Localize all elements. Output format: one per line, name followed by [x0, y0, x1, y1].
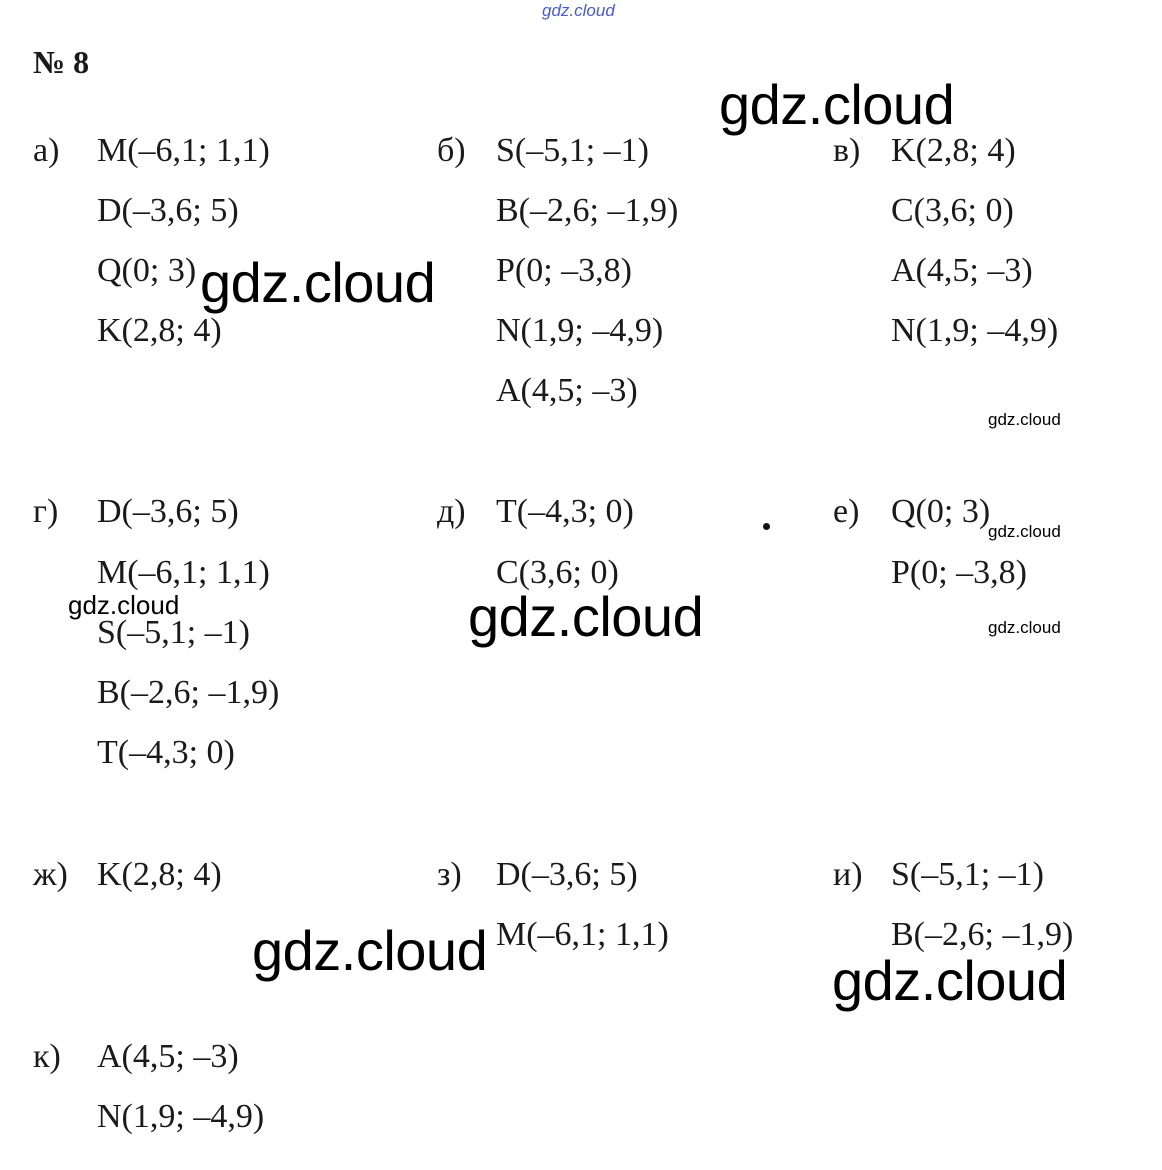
point-item: K(2,8; 4) — [97, 312, 222, 349]
watermark-medium: gdz.cloud — [68, 590, 180, 620]
exercise-number: № 8 — [33, 44, 90, 80]
point-item: T(–4,3; 0) — [496, 493, 634, 530]
point-item: M(–6,1; 1,1) — [97, 554, 270, 591]
group-a-label: а) — [33, 132, 60, 169]
point-item: N(1,9; –4,9) — [496, 312, 664, 349]
point-item: S(–5,1; –1) — [97, 614, 250, 651]
point-item: S(–5,1; –1) — [496, 132, 649, 169]
point-item: C(3,6; 0) — [496, 554, 619, 591]
watermark-top: gdz.cloud — [542, 1, 615, 20]
watermark-small: gdz.cloud — [988, 618, 1061, 637]
group-e-label: е) — [833, 493, 860, 530]
point-item: Q(0; 3) — [97, 252, 197, 289]
point-item: B(–2,6; –1,9) — [97, 674, 280, 711]
group-z-label: з) — [437, 856, 462, 893]
point-item: A(4,5; –3) — [496, 372, 638, 409]
point-item: D(–3,6; 5) — [97, 192, 239, 229]
point-item: P(0; –3,8) — [496, 252, 632, 289]
watermark-large: gdz.cloud — [200, 251, 436, 314]
point-item: A(4,5; –3) — [891, 252, 1033, 289]
point-item: C(3,6; 0) — [891, 192, 1014, 229]
group-zh-label: ж) — [33, 856, 68, 893]
watermark-large: gdz.cloud — [468, 585, 704, 648]
point-item: T(–4,3; 0) — [97, 734, 235, 771]
group-g-label: г) — [33, 493, 59, 530]
group-b-label: б) — [437, 132, 466, 169]
point-item: A(4,5; –3) — [97, 1038, 239, 1075]
watermark-large: gdz.cloud — [719, 73, 955, 136]
group-d-label: д) — [437, 493, 466, 530]
watermark-small: gdz.cloud — [988, 522, 1061, 541]
watermark-small: gdz.cloud — [988, 410, 1061, 429]
point-item: N(1,9; –4,9) — [891, 312, 1059, 349]
dot-mark — [763, 523, 770, 530]
point-item: M(–6,1; 1,1) — [496, 916, 669, 953]
point-item: N(1,9; –4,9) — [97, 1098, 265, 1135]
group-v-label: в) — [833, 132, 861, 169]
point-item: K(2,8; 4) — [97, 856, 222, 893]
group-k-label: к) — [33, 1038, 61, 1075]
point-item: B(–2,6; –1,9) — [891, 916, 1074, 953]
point-item: Q(0; 3) — [891, 493, 991, 530]
point-item: B(–2,6; –1,9) — [496, 192, 679, 229]
point-item: P(0; –3,8) — [891, 554, 1027, 591]
watermark-large: gdz.cloud — [252, 919, 488, 982]
point-item: D(–3,6; 5) — [496, 856, 638, 893]
point-item: M(–6,1; 1,1) — [97, 132, 270, 169]
group-i-label: и) — [833, 856, 863, 893]
point-item: D(–3,6; 5) — [97, 493, 239, 530]
point-item: K(2,8; 4) — [891, 132, 1016, 169]
watermark-large: gdz.cloud — [832, 949, 1068, 1012]
point-item: S(–5,1; –1) — [891, 856, 1044, 893]
